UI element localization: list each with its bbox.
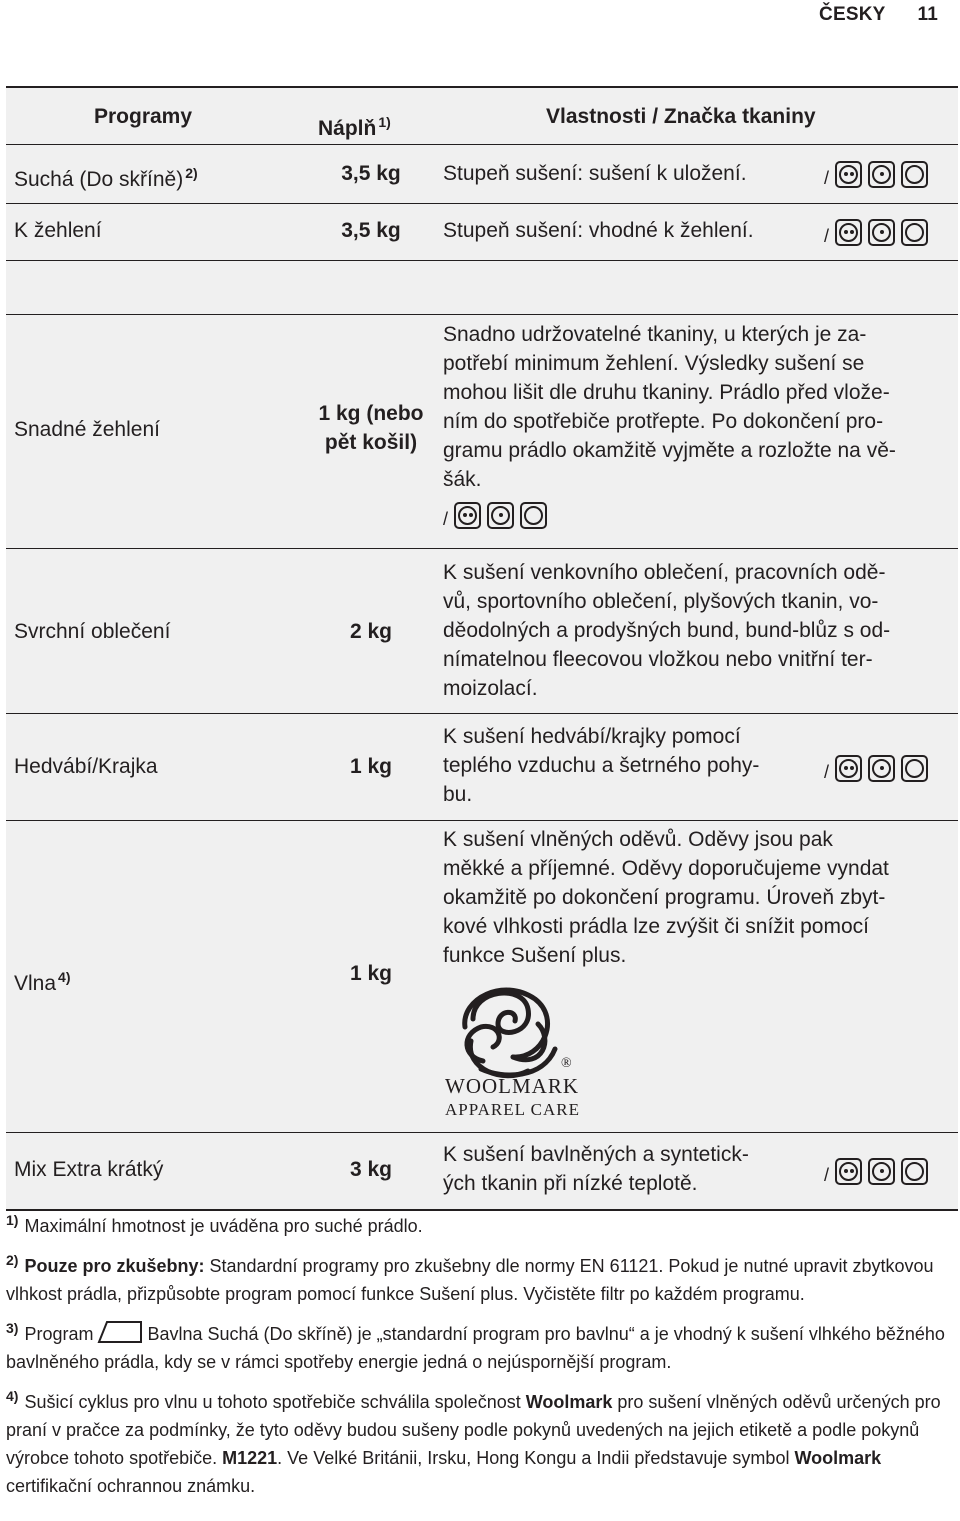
program-name: Hedvábí/Krajka [14, 755, 158, 778]
program-load: 3,5 kg [341, 219, 401, 242]
footnote-bold: Pouze pro zkušebny: [24, 1256, 205, 1276]
program-load-line: pět košil) [324, 431, 418, 454]
description-line: K sušení venkovního oblečení, pracovních odě- [443, 561, 886, 584]
program-load: 3 kg [349, 1158, 393, 1181]
program-name-text: Suchá (Do skříně) [14, 168, 184, 191]
dryer-one-dot-icon [868, 219, 895, 246]
program-load: 1 kg [349, 755, 393, 778]
program-name-text: Vlna [14, 972, 57, 995]
dryer-two-dots-icon [835, 161, 862, 188]
dryer-circle-icon [520, 502, 547, 529]
program-name: Mix Extra krátký [14, 1158, 164, 1181]
description-line: K sušení bavlněných a syntetick- [443, 1143, 749, 1166]
drying-symbols [824, 218, 934, 247]
header-load-text: Náplň [318, 117, 377, 140]
program-name: Snadné žehlení [14, 418, 160, 441]
symbol-slash: / [824, 1165, 830, 1185]
footnote-text: Maximální hmotnost je uváděna pro suché prádlo. [24, 1216, 423, 1236]
description-line: teplého vzduchu a šetrného pohy- [443, 754, 760, 777]
table-row [6, 315, 958, 549]
program-name [14, 159, 198, 194]
woolmark-logo [443, 979, 603, 1129]
program-description [443, 825, 953, 970]
dryer-one-dot-icon [868, 1158, 895, 1185]
dryer-two-dots-icon [835, 1158, 862, 1185]
cupboard-dry-icon [97, 1320, 143, 1344]
symbol-slash: / [824, 226, 830, 246]
program-name: K žehlení [14, 219, 102, 242]
program-load: 1 kg [349, 962, 393, 985]
table-empty-row [6, 261, 958, 315]
drying-symbols [443, 501, 553, 530]
woolmark-subline: APPAREL CARE [445, 1100, 580, 1119]
program-description [443, 558, 953, 703]
description-line: Snadno udržovatelné tkaniny, u kterých je za- [443, 323, 867, 346]
program-description: Stupeň sušení: sušení k uložení. [443, 162, 747, 185]
description-line: šák. [443, 468, 482, 491]
dryer-circle-icon [901, 219, 928, 246]
footnote-bold: Woolmark [525, 1392, 613, 1412]
table-row [6, 549, 958, 714]
footnote-text: Bavlna Suchá (Do skříně) je „standardní program pro bavlnu“ a je vhodný k sušení vlhkého běžného bavlněného prádla, kdy se v rámci spotřeby energie jedná o nejúspornější program. [6, 1324, 945, 1372]
woolmark-wordmark: WOOLMARK [445, 1074, 579, 1098]
program-note: 2) [185, 165, 198, 181]
table-header-row [6, 88, 958, 145]
drying-symbols [824, 754, 934, 783]
table-row [6, 145, 958, 204]
program-load: 3,5 kg [341, 162, 401, 185]
page-header [819, 4, 938, 26]
woolmark-icon [443, 979, 603, 1129]
footnotes [6, 1206, 956, 1506]
dryer-one-dot-icon [868, 755, 895, 782]
footnote-bold: Woolmark [794, 1448, 882, 1468]
description-line: funkce Sušení plus. [443, 944, 627, 967]
description-line: K sušení vlněných oděvů. Oděvy jsou pak [443, 828, 833, 851]
footnote-bold: M1221 [222, 1448, 278, 1468]
footnote-text: certifikační ochrannou známku. [6, 1476, 256, 1496]
dryer-two-dots-icon [454, 502, 481, 529]
program-table [6, 86, 958, 1211]
symbol-slash: / [824, 762, 830, 782]
description-line: bu. [443, 783, 473, 806]
footnote-3 [6, 1314, 956, 1376]
dryer-circle-icon [901, 755, 928, 782]
description-line: mohou lišit dle druhu tkaniny. Prádlo před vlože- [443, 381, 890, 404]
table-row [6, 714, 958, 821]
description-line: gramu prádlo okamžitě vyjměte a rozložte na vě- [443, 439, 896, 462]
footnote-mark: 2) [6, 1252, 19, 1268]
description-line: ých tkanin při nízké teplotě. [443, 1172, 698, 1195]
footnote-mark: 1) [6, 1212, 19, 1228]
program-description [443, 320, 953, 494]
description-line: ním do spotřebiče protřepte. Po dokončení pro- [443, 410, 884, 433]
program-description: Stupeň sušení: vhodné k žehlení. [443, 219, 754, 242]
program-name: Svrchní oblečení [14, 620, 171, 643]
description-line: děodolných a prodyšných bund, bund-blůz s od- [443, 619, 891, 642]
description-line: nímatelnou fleecovou vložkou nebo vnitřní ter- [443, 648, 873, 671]
description-line: kové vlhkosti prádla lze zvýšit či snížit pomocí [443, 915, 869, 938]
drying-symbols [824, 160, 934, 189]
language-label: ČESKY [819, 4, 886, 25]
description-line: vů, sportovního oblečení, plyšových tkanin, vo- [443, 590, 879, 613]
dryer-circle-icon [901, 1158, 928, 1185]
footnote-2 [6, 1246, 956, 1308]
dryer-two-dots-icon [835, 219, 862, 246]
footnote-text: pro sušení vlněných oděvů určených pro praní v pračce za podmínky, že tyto oděvy budou sušeny podle pokynů uvedených na jejich etiketě a podle pokynů výrobce tohoto spotřebiče. [6, 1392, 941, 1468]
dryer-two-dots-icon [835, 755, 862, 782]
drying-symbols [824, 1157, 934, 1186]
header-programs: Programy [94, 105, 193, 128]
table-row [6, 821, 958, 1133]
dryer-one-dot-icon [487, 502, 514, 529]
table-row [6, 1133, 958, 1211]
program-load [306, 399, 436, 457]
program-name [14, 963, 70, 998]
table-row [6, 204, 958, 261]
header-load-note: 1) [378, 114, 391, 130]
symbol-slash: / [443, 509, 449, 529]
footnote-text: Standardní programy pro zkušebny dle normy EN 61121. Pokud je nutné upravit zbytkovou vlhkost prádla, přizpůsobte program pomocí funkce Sušení plus. Vyčistěte filtr po každém programu. [6, 1256, 934, 1304]
footnote-text: . Ve Velké Británii, Irsku, Hong Kongu a Indii představuje symbol [277, 1448, 795, 1468]
symbol-slash: / [824, 168, 830, 188]
description-line: moizolací. [443, 677, 538, 700]
program-note: 4) [58, 969, 71, 985]
description-line: měkké a příjemné. Oděvy doporučujeme vyndat [443, 857, 889, 880]
dryer-one-dot-icon [868, 161, 895, 188]
footnote-mark: 3) [6, 1320, 19, 1336]
program-load-line: 1 kg (nebo [318, 402, 424, 425]
footnote-4 [6, 1382, 956, 1500]
footnote-text: Program [24, 1324, 94, 1344]
program-load: 2 kg [349, 620, 393, 643]
header-description: Vlastnosti / Značka tkaniny [546, 105, 816, 128]
header-load [318, 108, 391, 143]
footnote-1 [6, 1206, 956, 1240]
page-number: 11 [917, 4, 938, 25]
footnote-text: Sušicí cyklus pro vlnu u tohoto spotřebiče schválila společnost [24, 1392, 526, 1412]
description-line: okamžitě po dokončení programu. Úroveň zbyt- [443, 886, 886, 909]
footnote-mark: 4) [6, 1388, 19, 1404]
registered-mark: ® [561, 1056, 572, 1071]
description-line: potřebí minimum žehlení. Výsledky sušení se [443, 352, 865, 375]
description-line: K sušení hedvábí/krajky pomocí [443, 725, 741, 748]
dryer-circle-icon [901, 161, 928, 188]
